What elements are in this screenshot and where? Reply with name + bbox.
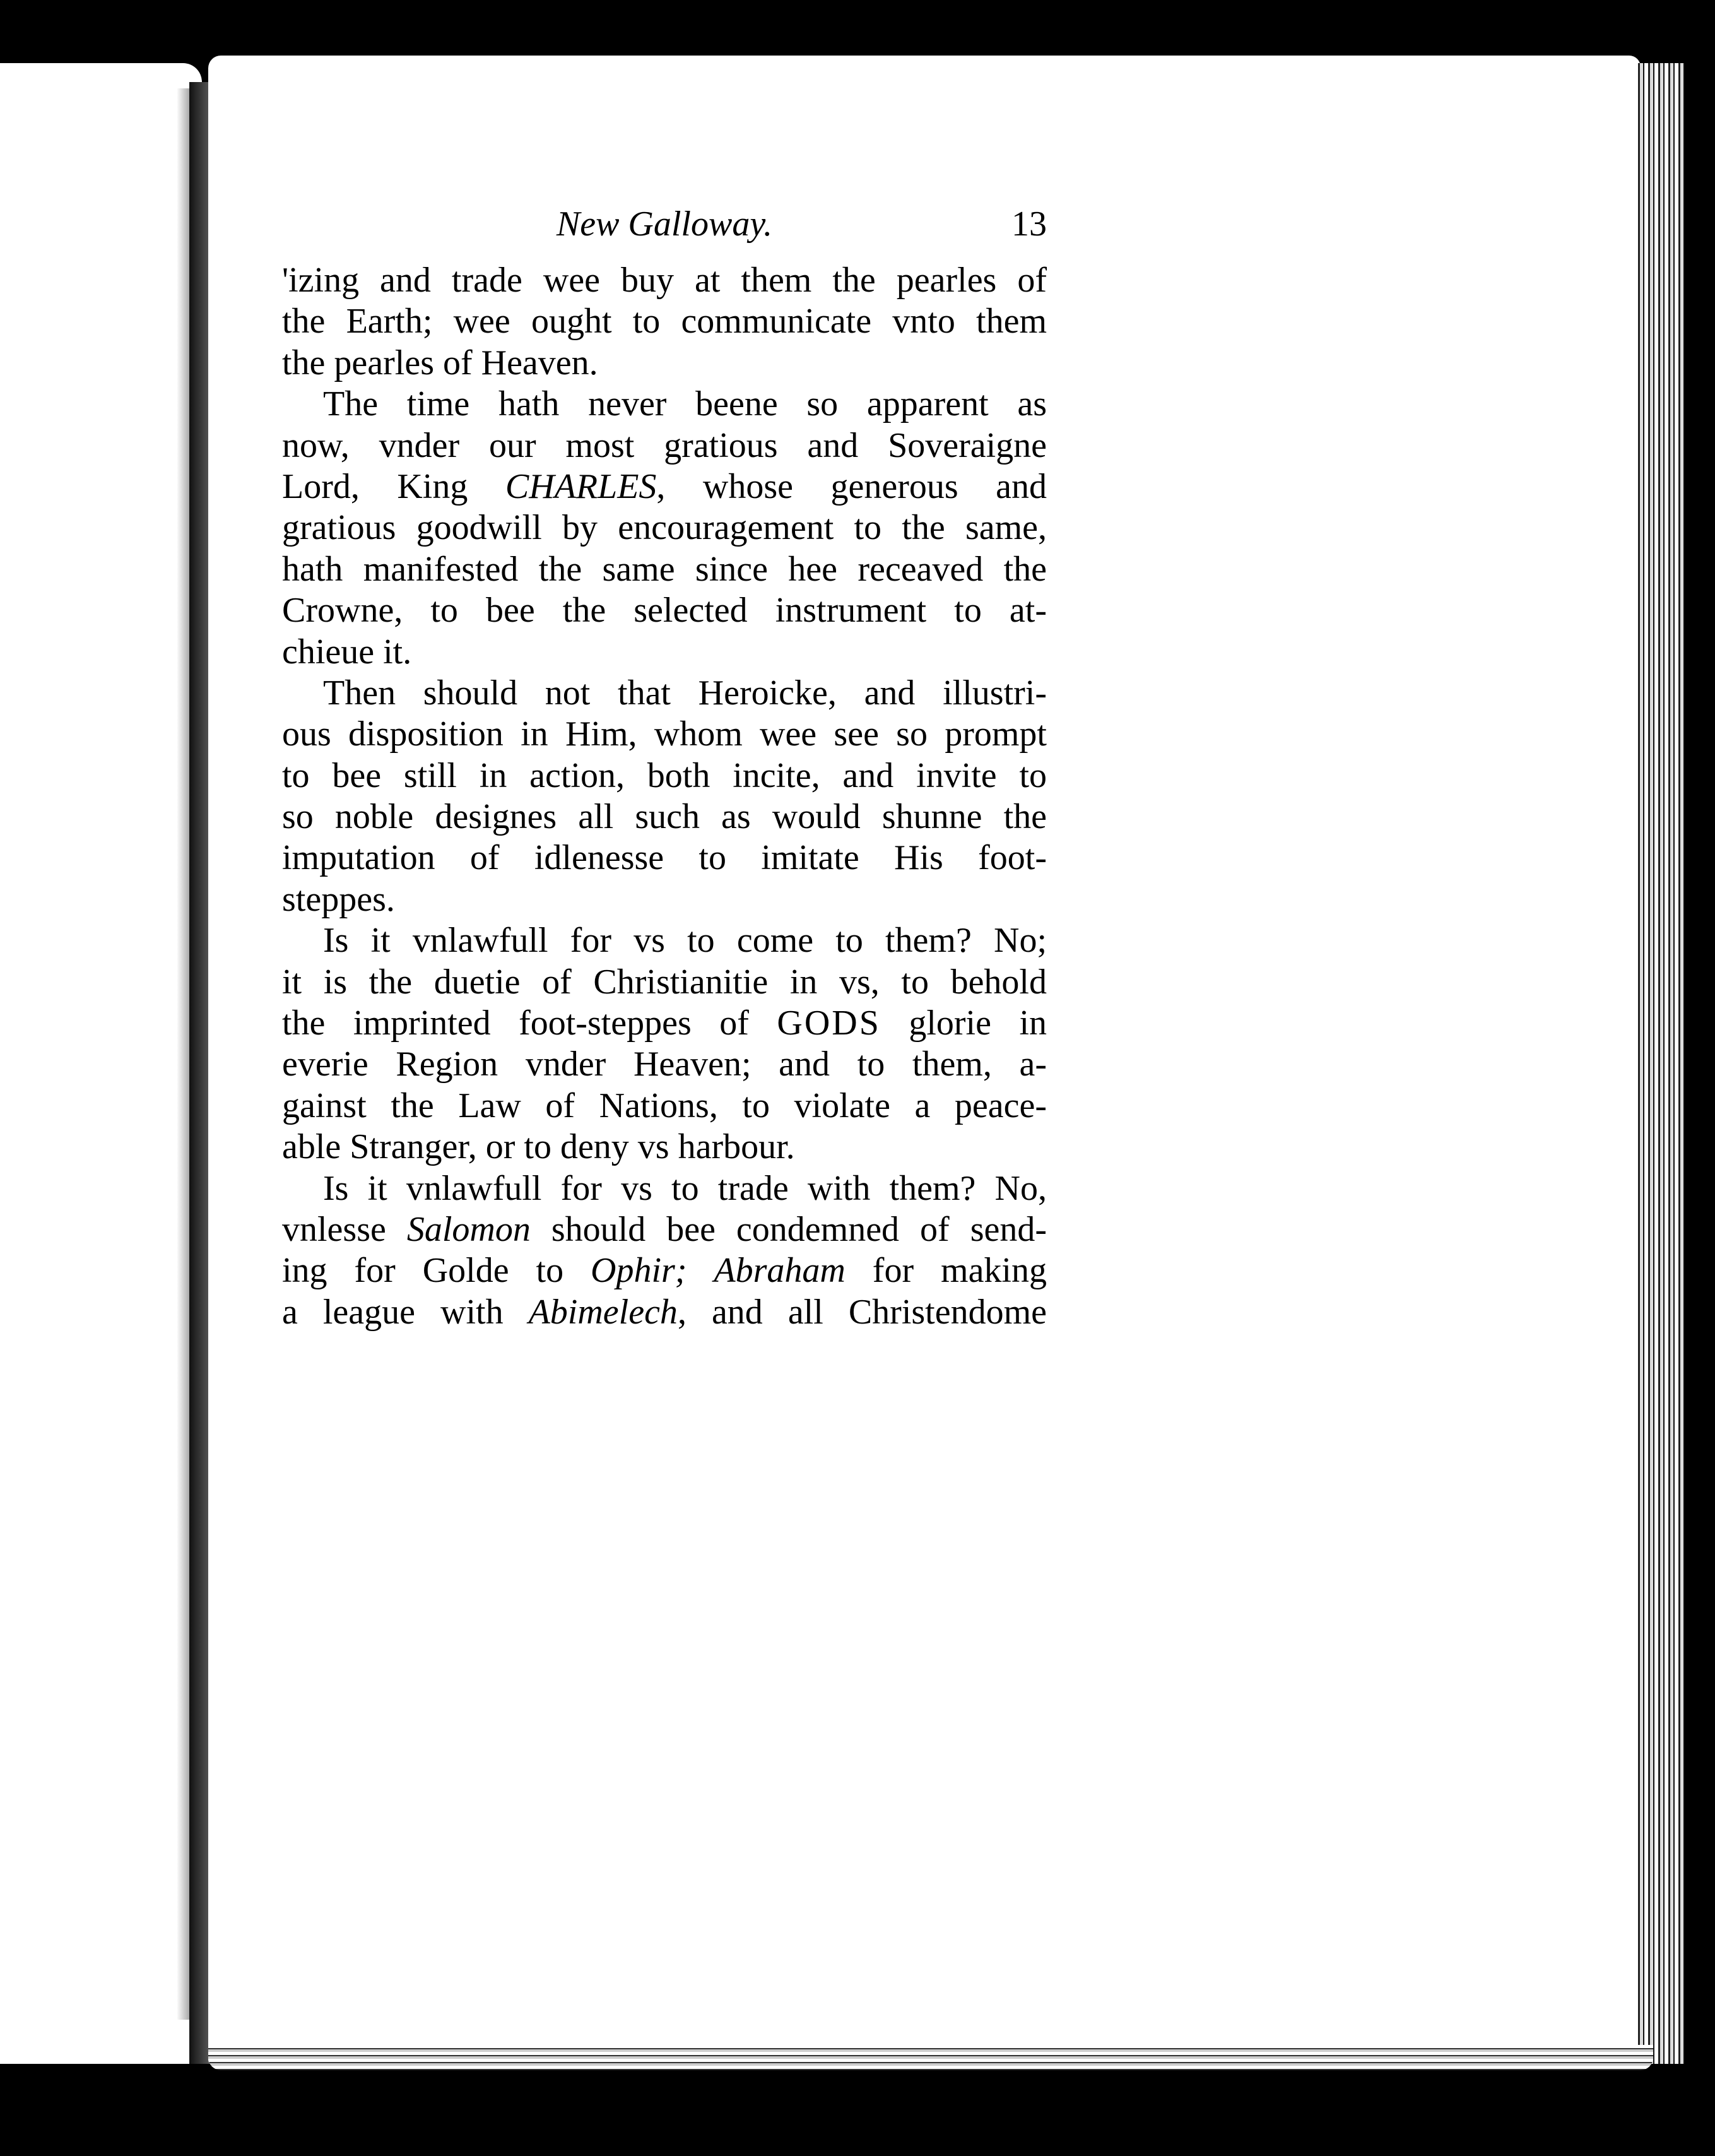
text-line: gainst the Law of Nations, to violate a peace- [282,1086,1047,1125]
text-line: to bee still in action, both incite, and invite to [282,755,1047,795]
text-line: Crowne, to bee the selected instrument to at- [282,591,1047,631]
text-line: Lord, King CHARLES, whose generous and [282,466,1047,506]
text-line: The time hath never beene so apparent as [323,384,1047,424]
body-text [282,260,1047,1333]
page-number: 13 [1011,204,1047,244]
bottom-page-edges [208,2045,1653,2070]
text-line: gratious goodwill by encouragement to the same, [282,508,1047,548]
text-line: chieue it. [282,632,412,672]
text-line: the Earth; wee ought to communicate vnto them [282,302,1047,341]
text-line: steppes. [282,879,395,919]
text-line: ous disposition in Him, whom wee see so prompt [282,714,1047,754]
text-line: Is it vnlawfull for vs to come to them? No; [323,921,1047,961]
text-line: now, vnder our most gratious and Soveraigne [282,425,1047,465]
running-head [282,202,1047,246]
text-line: able Stranger, or to deny vs harbour. [282,1127,795,1167]
text-line: everie Region vnder Heaven; and to them, a- [282,1045,1047,1084]
text-line: Then should not that Heroicke, and illustri- [323,673,1047,713]
running-title: New Galloway. [556,204,773,244]
text-line: the pearles of Heaven. [282,343,598,382]
text-line: a league with Abimelech, and all Christendome [282,1292,1047,1332]
text-line: vnlesse Salomon should bee condemned of send- [282,1209,1047,1249]
text-line: imputation of idlenesse to imitate His foot- [282,838,1047,878]
text-line: hath manifested the same since hee receaved the [282,549,1047,589]
page-edges [1634,63,1685,2064]
text-line: so noble designes all such as would shunne the [282,797,1047,837]
text-line: ing for Golde to Ophir; Abraham for making [282,1251,1047,1291]
left-page-fragment [0,63,202,2064]
text-line: 'izing and trade wee buy at them the pearles of [282,261,1047,300]
margin-scribble [0,19,126,44]
text-line: the imprinted foot-steppes of GODS glorie in [282,1004,1047,1043]
text-line: Is it vnlawfull for vs to trade with them? No, [323,1168,1047,1208]
text-line: it is the duetie of Christianitie in vs, to behold [282,962,1047,1002]
